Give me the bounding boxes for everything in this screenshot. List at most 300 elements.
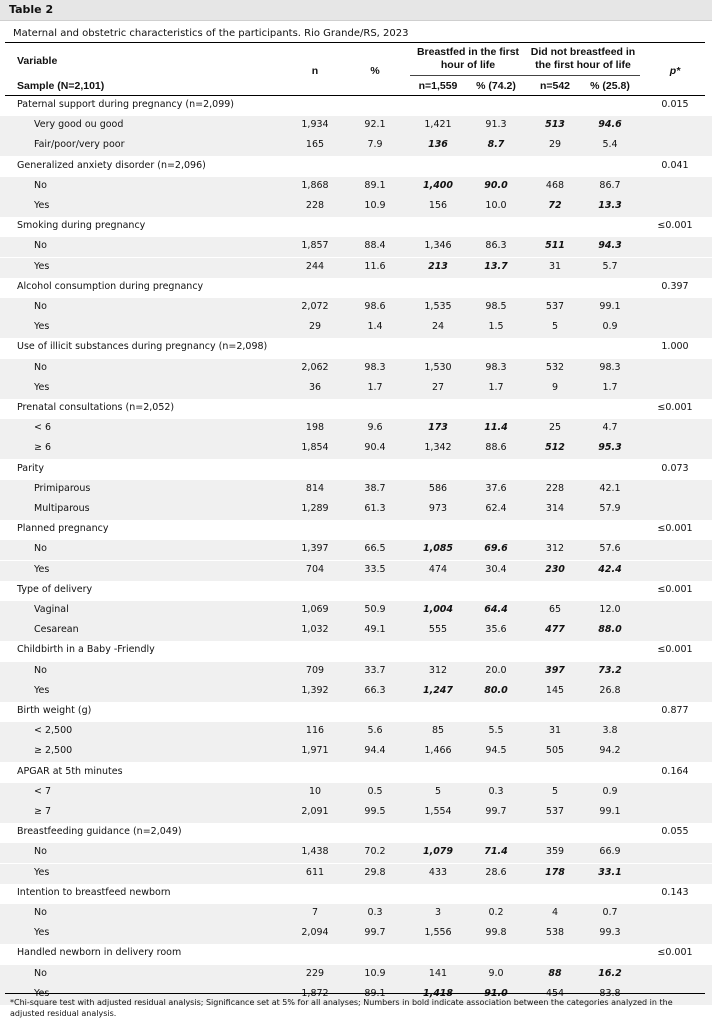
p-value-cell: 0.041 <box>661 159 689 171</box>
not-breastfed-n-cell: 5 <box>551 321 559 333</box>
p-value-cell: 0.073 <box>661 462 689 474</box>
not-breastfed-pct-cell: 57.6 <box>599 543 621 555</box>
not-breastfed-pct-cell: 16.2 <box>598 967 622 979</box>
not-breastfed-pct-cell: 12.0 <box>599 604 621 615</box>
total-n-cell: 709 <box>305 664 325 676</box>
total-n-cell: 1,872 <box>301 987 329 999</box>
breastfed-n-cell: 1,530 <box>424 361 452 373</box>
not-breastfed-pct-cell: 26.8 <box>599 684 621 696</box>
total-pct-cell: 33.7 <box>364 664 386 676</box>
breastfed-n-cell: 474 <box>428 563 448 575</box>
total-pct-cell: 88.4 <box>364 240 386 252</box>
table-row <box>0 379 712 399</box>
table-group-row <box>0 884 712 904</box>
breastfed-pct-cell: 0.2 <box>488 907 504 918</box>
total-pct-cell: 89.1 <box>364 987 386 999</box>
breastfed-n-cell: 27 <box>431 381 445 393</box>
p-value-cell: ≤0.001 <box>657 947 693 959</box>
not-breastfed-n-cell: 314 <box>545 503 565 514</box>
total-n-cell: 10 <box>308 785 322 797</box>
not-breastfed-pct-cell: 99.1 <box>599 301 621 312</box>
breastfed-pct-cell: 37.6 <box>485 482 507 494</box>
category-label: Cesarean <box>34 624 79 636</box>
not-breastfed-pct-cell: 57.9 <box>599 503 621 514</box>
breastfed-n-cell: 141 <box>428 967 448 979</box>
header-variable: Variable <box>17 55 58 67</box>
breastfed-n-cell: 586 <box>428 482 448 494</box>
not-breastfed-n-cell: 65 <box>548 604 562 615</box>
not-breastfed-n-cell: 537 <box>545 806 565 817</box>
breastfed-n-cell: 1,400 <box>422 179 454 191</box>
breastfed-n-cell: 1,247 <box>422 684 454 696</box>
table-group-row <box>0 823 712 843</box>
total-pct-cell: 1.4 <box>367 321 383 333</box>
not-breastfed-pct-cell: 73.2 <box>598 664 622 676</box>
total-pct-cell: 70.2 <box>364 846 386 858</box>
table-row <box>0 843 712 863</box>
p-value-cell: ≤0.001 <box>657 402 693 413</box>
not-breastfed-n-cell: 72 <box>548 200 562 211</box>
category-label: Yes <box>34 684 50 696</box>
table-title-bar <box>0 0 712 21</box>
header-sample: Sample (N=2,101) <box>17 80 105 92</box>
not-breastfed-pct-cell: 94.2 <box>599 745 621 757</box>
table-group-row <box>0 157 712 177</box>
table-label: Table 2 <box>9 3 54 16</box>
not-breastfed-pct-cell: 5.4 <box>602 139 618 151</box>
total-pct-cell: 99.7 <box>364 927 386 939</box>
total-pct-cell: 92.1 <box>364 119 386 131</box>
breastfed-pct-cell: 30.4 <box>485 563 507 575</box>
table-row <box>0 500 712 520</box>
total-n-cell: 2,062 <box>301 361 329 373</box>
breastfed-pct-cell: 20.0 <box>485 664 507 676</box>
not-breastfed-n-cell: 230 <box>545 563 565 575</box>
not-breastfed-pct-cell: 4.7 <box>602 422 618 434</box>
group-label: Use of illicit substances during pregnancy (n=2,098) <box>17 341 268 353</box>
table-group-row <box>0 520 712 540</box>
breastfed-pct-cell: 80.0 <box>484 684 508 696</box>
category-label: No <box>34 301 47 312</box>
table-row <box>0 116 712 136</box>
category-label: Yes <box>34 381 50 393</box>
not-breastfed-pct-cell: 3.8 <box>602 725 618 737</box>
not-breastfed-n-cell: 4 <box>551 907 559 918</box>
total-pct-cell: 10.9 <box>364 967 386 979</box>
table-group-row <box>0 944 712 964</box>
total-n-cell: 229 <box>305 967 325 979</box>
total-pct-cell: 7.9 <box>367 139 383 151</box>
table-row <box>0 318 712 338</box>
total-n-cell: 1,397 <box>301 543 329 555</box>
total-n-cell: 704 <box>305 563 325 575</box>
not-breastfed-pct-cell: 66.9 <box>599 846 621 858</box>
total-pct-cell: 11.6 <box>364 260 386 272</box>
table-group-row <box>0 217 712 237</box>
breastfed-n-cell: 1,085 <box>422 543 454 555</box>
breastfed-pct-cell: 91.3 <box>485 119 507 131</box>
not-breastfed-n-cell: 9 <box>551 381 559 393</box>
table-row <box>0 783 712 803</box>
not-breastfed-n-cell: 454 <box>545 987 565 999</box>
p-value-cell: ≤0.001 <box>657 523 693 535</box>
category-label: < 2,500 <box>34 725 73 737</box>
not-breastfed-pct-cell: 86.7 <box>599 179 621 191</box>
p-value-cell: 0.877 <box>661 705 689 716</box>
total-n-cell: 2,072 <box>301 301 329 312</box>
breastfed-pct-cell: 5.5 <box>488 725 504 737</box>
breastfed-pct-cell: 62.4 <box>485 503 507 514</box>
p-value-cell: ≤0.001 <box>657 644 693 656</box>
breastfed-pct-cell: 99.8 <box>485 927 507 939</box>
category-label: Yes <box>34 200 50 211</box>
breastfed-pct-cell: 69.6 <box>484 543 508 555</box>
breastfed-pct-cell: 98.5 <box>485 301 507 312</box>
category-label: Yes <box>34 927 50 939</box>
table-row <box>0 298 712 318</box>
breastfed-pct-cell: 35.6 <box>485 624 507 636</box>
total-pct-cell: 49.1 <box>364 624 386 636</box>
group-label: Paternal support during pregnancy (n=2,099) <box>17 99 235 110</box>
p-value-cell: 0.397 <box>661 280 689 292</box>
total-n-cell: 228 <box>305 200 325 211</box>
breastfed-n-cell: 312 <box>428 664 448 676</box>
not-breastfed-n-cell: 538 <box>545 927 565 939</box>
breastfed-n-cell: 136 <box>428 139 448 151</box>
breastfed-n-cell: 173 <box>428 422 448 434</box>
table-caption: Maternal and obstetric characteristics of the participants. Rio Grande/RS, 2023 <box>13 28 409 39</box>
not-breastfed-pct-cell: 0.9 <box>602 321 618 333</box>
table-row <box>0 742 712 762</box>
total-pct-cell: 61.3 <box>364 503 386 514</box>
table-row <box>0 722 712 742</box>
category-label: No <box>34 664 47 676</box>
category-label: No <box>34 240 47 252</box>
table-group-row <box>0 399 712 419</box>
breastfed-n-cell: 1,079 <box>422 846 454 858</box>
p-value-cell: ≤0.001 <box>657 583 693 595</box>
not-breastfed-pct-cell: 0.9 <box>602 785 618 797</box>
table-row <box>0 177 712 197</box>
not-breastfed-n-cell: 397 <box>545 664 565 676</box>
breastfed-pct-cell: 28.6 <box>485 866 507 878</box>
total-n-cell: 244 <box>305 260 325 272</box>
not-breastfed-n-cell: 477 <box>545 624 565 636</box>
category-label: ≥ 7 <box>34 806 52 817</box>
total-pct-cell: 5.6 <box>367 725 383 737</box>
header-nbf-n: n=542 <box>539 80 571 92</box>
header-not-breastfed-group: Did not breastfeed in the first hour of life <box>530 46 636 71</box>
table-row <box>0 904 712 924</box>
total-pct-cell: 66.3 <box>364 684 386 696</box>
breastfed-pct-cell: 91.0 <box>484 987 508 999</box>
breastfed-n-cell: 555 <box>428 624 448 636</box>
breastfed-n-cell: 1,466 <box>424 745 452 757</box>
table-row <box>0 662 712 682</box>
group-label: Breastfeeding guidance (n=2,049) <box>17 826 182 838</box>
table-row <box>0 965 712 985</box>
table-row <box>0 419 712 439</box>
table-bottom-rule <box>5 993 705 994</box>
breastfed-pct-cell: 13.7 <box>484 260 508 272</box>
p-value-cell: 0.055 <box>661 826 689 838</box>
table-row <box>0 924 712 944</box>
total-n-cell: 1,857 <box>301 240 329 252</box>
total-pct-cell: 33.5 <box>364 563 386 575</box>
p-value-cell: 0.015 <box>661 99 689 110</box>
breastfed-n-cell: 1,554 <box>424 806 452 817</box>
table-footnote: *Chi-square test with adjusted residual analysis; Significance set at 5% for all analyses; Numbers in bold indicate association between the categories analyzed in the adjusted residual analysis. <box>10 998 673 1018</box>
header-p-value: p* <box>669 65 681 77</box>
total-n-cell: 1,069 <box>301 604 329 615</box>
breastfed-pct-cell: 0.3 <box>488 785 504 797</box>
group-label: Parity <box>17 462 45 474</box>
header-top-rule <box>5 42 705 43</box>
breastfed-pct-cell: 10.0 <box>485 200 507 211</box>
group-label: Handled newborn in delivery room <box>17 947 182 959</box>
category-label: < 7 <box>34 785 52 797</box>
table-row <box>0 621 712 641</box>
category-label: No <box>34 967 47 979</box>
category-label: ≥ 6 <box>34 442 52 454</box>
group-label: Generalized anxiety disorder (n=2,096) <box>17 159 206 171</box>
breastfed-n-cell: 973 <box>428 503 448 514</box>
table-row <box>0 480 712 500</box>
not-breastfed-n-cell: 31 <box>548 725 562 737</box>
not-breastfed-pct-cell: 99.1 <box>599 806 621 817</box>
group-label: Smoking during pregnancy <box>17 220 146 232</box>
p-value-cell: 0.164 <box>661 765 689 777</box>
total-pct-cell: 38.7 <box>364 482 386 494</box>
not-breastfed-pct-cell: 99.3 <box>599 927 621 939</box>
table-row <box>0 540 712 560</box>
not-breastfed-pct-cell: 0.7 <box>602 907 618 918</box>
not-breastfed-n-cell: 88 <box>548 967 562 979</box>
not-breastfed-pct-cell: 5.7 <box>602 260 618 272</box>
breastfed-pct-cell: 1.5 <box>488 321 504 333</box>
category-label: Yes <box>34 260 50 272</box>
category-label: No <box>34 361 47 373</box>
breastfed-pct-cell: 1.7 <box>488 381 504 393</box>
total-pct-cell: 99.5 <box>364 806 386 817</box>
breastfed-pct-cell: 9.0 <box>488 967 504 979</box>
table-row <box>0 237 712 257</box>
header-pct: % <box>370 65 380 77</box>
category-label: No <box>34 846 47 858</box>
not-breastfed-n-cell: 532 <box>545 361 565 373</box>
not-breastfed-n-cell: 29 <box>548 139 562 151</box>
total-pct-cell: 89.1 <box>364 179 386 191</box>
category-label: Yes <box>34 866 50 878</box>
table-row <box>0 439 712 459</box>
breastfed-n-cell: 1,418 <box>422 987 454 999</box>
not-breastfed-pct-cell: 42.1 <box>599 482 621 494</box>
header-bf-n: n=1,559 <box>418 80 458 92</box>
not-breastfed-n-cell: 512 <box>545 442 565 454</box>
breastfed-n-cell: 85 <box>431 725 445 737</box>
category-label: Yes <box>34 563 50 575</box>
table-row <box>0 601 712 621</box>
table-group-row <box>0 702 712 722</box>
total-n-cell: 29 <box>308 321 322 333</box>
breastfed-pct-cell: 11.4 <box>484 422 508 434</box>
group-label: Childbirth in a Baby -Friendly <box>17 644 155 656</box>
total-n-cell: 1,868 <box>301 179 329 191</box>
group-label: Type of delivery <box>17 583 93 595</box>
total-pct-cell: 90.4 <box>364 442 386 454</box>
breastfed-pct-cell: 94.5 <box>485 745 507 757</box>
table-group-row <box>0 278 712 298</box>
table-row <box>0 359 712 379</box>
breastfed-pct-cell: 8.7 <box>487 139 505 151</box>
total-pct-cell: 98.3 <box>364 361 386 373</box>
category-label: Vaginal <box>34 604 69 615</box>
not-breastfed-n-cell: 468 <box>545 179 565 191</box>
table-group-row <box>0 96 712 116</box>
total-n-cell: 814 <box>305 482 325 494</box>
total-n-cell: 36 <box>308 381 322 393</box>
total-n-cell: 165 <box>305 139 325 151</box>
breastfed-n-cell: 5 <box>434 785 442 797</box>
breastfed-pct-cell: 64.4 <box>484 604 508 615</box>
category-label: Yes <box>34 987 50 999</box>
breastfed-n-cell: 1,421 <box>424 119 452 131</box>
breastfed-n-cell: 1,342 <box>424 442 452 454</box>
p-value-cell: ≤0.001 <box>657 220 693 232</box>
breastfed-n-cell: 156 <box>428 200 448 211</box>
breastfed-pct-cell: 98.3 <box>485 361 507 373</box>
header-nbf-pct: % (25.8) <box>590 80 630 92</box>
table-group-row <box>0 641 712 661</box>
breastfed-n-cell: 1,556 <box>424 927 452 939</box>
table-row <box>0 864 712 884</box>
breastfed-pct-cell: 88.6 <box>485 442 507 454</box>
group-label: Birth weight (g) <box>17 705 92 716</box>
category-label: Yes <box>34 321 50 333</box>
total-n-cell: 116 <box>305 725 325 737</box>
not-breastfed-pct-cell: 1.7 <box>602 381 618 393</box>
total-n-cell: 7 <box>311 907 319 918</box>
category-label: < 6 <box>34 422 52 434</box>
total-pct-cell: 94.4 <box>364 745 386 757</box>
category-label: No <box>34 179 47 191</box>
total-pct-cell: 10.9 <box>364 200 386 211</box>
total-pct-cell: 0.3 <box>367 907 383 918</box>
not-breastfed-pct-cell: 98.3 <box>599 361 621 373</box>
total-n-cell: 1,032 <box>301 624 329 636</box>
not-breastfed-n-cell: 228 <box>545 482 565 494</box>
total-n-cell: 1,392 <box>301 684 329 696</box>
table-row <box>0 136 712 156</box>
table-row <box>0 258 712 278</box>
total-pct-cell: 50.9 <box>364 604 386 615</box>
header-breastfed-group: Breastfed in the first hour of life <box>416 46 520 71</box>
not-breastfed-n-cell: 513 <box>545 119 565 131</box>
total-n-cell: 1,934 <box>301 119 329 131</box>
not-breastfed-pct-cell: 95.3 <box>598 442 622 454</box>
not-breastfed-pct-cell: 88.0 <box>598 624 622 636</box>
total-pct-cell: 0.5 <box>367 785 383 797</box>
header-bf-pct: % (74.2) <box>476 80 516 92</box>
total-n-cell: 2,091 <box>301 806 329 817</box>
total-n-cell: 2,094 <box>301 927 329 939</box>
group-label: Intention to breastfeed newborn <box>17 886 171 898</box>
table-row <box>0 197 712 217</box>
table-group-row <box>0 581 712 601</box>
category-label: ≥ 2,500 <box>34 745 73 757</box>
category-label: No <box>34 543 47 555</box>
category-label: Multiparous <box>34 503 90 514</box>
group-label: APGAR at 5th minutes <box>17 765 123 777</box>
total-n-cell: 611 <box>305 866 325 878</box>
table-row <box>0 561 712 581</box>
not-breastfed-pct-cell: 94.6 <box>598 119 622 131</box>
not-breastfed-pct-cell: 13.3 <box>598 200 622 211</box>
breastfed-pct-cell: 71.4 <box>484 846 508 858</box>
total-n-cell: 1,854 <box>301 442 329 454</box>
total-n-cell: 1,289 <box>301 503 329 514</box>
not-breastfed-n-cell: 359 <box>545 846 565 858</box>
not-breastfed-n-cell: 25 <box>548 422 562 434</box>
table-row <box>0 682 712 702</box>
total-n-cell: 198 <box>305 422 325 434</box>
not-breastfed-n-cell: 5 <box>551 785 559 797</box>
table-row <box>0 803 712 823</box>
not-breastfed-pct-cell: 42.4 <box>598 563 622 575</box>
breastfed-pct-cell: 86.3 <box>485 240 507 252</box>
breastfed-pct-cell: 99.7 <box>485 806 507 817</box>
not-breastfed-pct-cell: 83.8 <box>599 987 621 999</box>
category-label: Primiparous <box>34 482 91 494</box>
breastfed-n-cell: 1,346 <box>424 240 452 252</box>
not-breastfed-n-cell: 537 <box>545 301 565 312</box>
not-breastfed-n-cell: 505 <box>545 745 565 757</box>
group-label: Planned pregnancy <box>17 523 109 535</box>
breastfed-n-cell: 433 <box>428 866 448 878</box>
not-breastfed-n-cell: 511 <box>545 240 565 252</box>
table-group-row <box>0 460 712 480</box>
group-label: Prenatal consultations (n=2,052) <box>17 402 175 413</box>
breastfed-n-cell: 24 <box>431 321 445 333</box>
total-n-cell: 1,971 <box>301 745 329 757</box>
total-pct-cell: 1.7 <box>367 381 383 393</box>
p-value-cell: 0.143 <box>661 886 689 898</box>
not-breastfed-pct-cell: 33.1 <box>598 866 622 878</box>
table-group-row <box>0 338 712 358</box>
table-group-row <box>0 763 712 783</box>
breastfed-n-cell: 1,004 <box>422 604 454 615</box>
breastfed-n-cell: 1,535 <box>424 301 452 312</box>
not-breastfed-n-cell: 178 <box>545 866 565 878</box>
breastfed-n-cell: 3 <box>434 907 442 918</box>
category-label: Very good ou good <box>34 119 124 131</box>
header-n: n <box>311 65 319 77</box>
total-pct-cell: 98.6 <box>364 301 386 312</box>
total-pct-cell: 9.6 <box>367 422 383 434</box>
total-n-cell: 1,438 <box>301 846 329 858</box>
header-group-rule <box>410 75 640 76</box>
category-label: Fair/poor/very poor <box>34 139 125 151</box>
group-label: Alcohol consumption during pregnancy <box>17 280 204 292</box>
not-breastfed-n-cell: 312 <box>545 543 565 555</box>
breastfed-n-cell: 213 <box>428 260 448 272</box>
not-breastfed-n-cell: 31 <box>548 260 562 272</box>
breastfed-pct-cell: 90.0 <box>484 179 508 191</box>
p-value-cell: 1.000 <box>661 341 689 353</box>
category-label: No <box>34 907 47 918</box>
total-pct-cell: 66.5 <box>364 543 386 555</box>
not-breastfed-n-cell: 145 <box>545 684 565 696</box>
